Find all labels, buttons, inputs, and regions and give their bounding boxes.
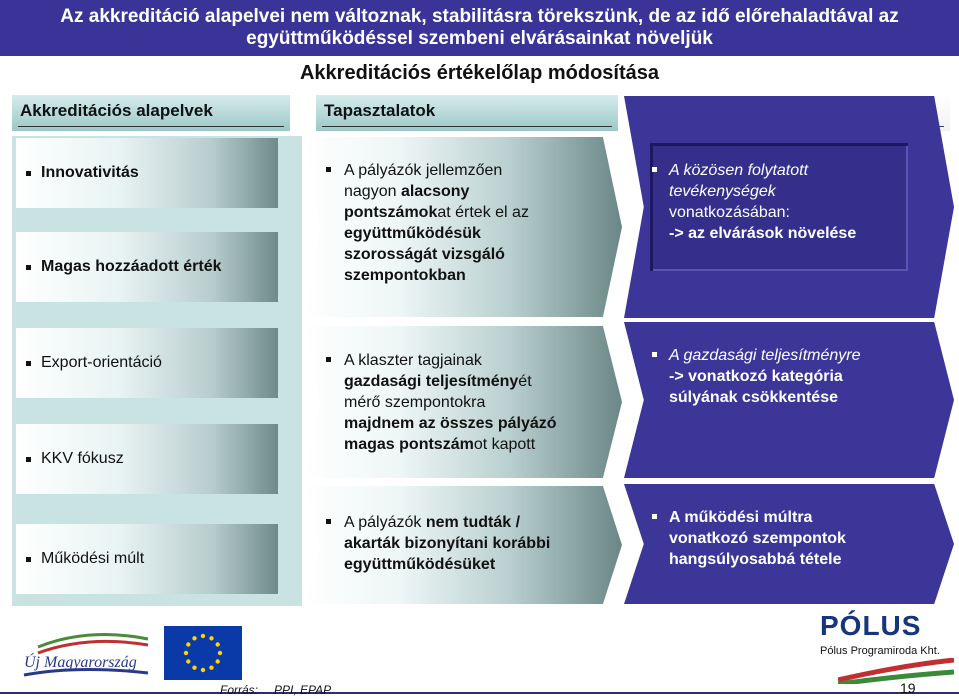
bullet-icon (652, 352, 657, 357)
text-fragment: akarták bizonyítani korábbi (344, 535, 551, 552)
logo-lettering: Új Magyarország (24, 654, 137, 671)
text-fragment: magas pontszám (344, 436, 474, 453)
polus-logo (818, 610, 956, 686)
text-fragment: vonatkozó szempontok (669, 530, 846, 547)
text-fragment: at értek el az (437, 204, 529, 221)
source-value: PPI, EPAP (274, 683, 332, 697)
text-fragment: nem tudták / (425, 514, 521, 531)
slide-title (0, 0, 959, 56)
title-line-1: Az akkreditáció alapelvei nem változnak, stabilitásra törekszünk, de az idő előrehaladtával az (60, 6, 899, 27)
principle-label: KKV fókusz (41, 450, 124, 467)
text-fragment: -> az elvárások növelése (669, 225, 857, 242)
text-fragment: pontszámok (344, 204, 438, 221)
text-fragment: A klaszter tagjainak (344, 352, 482, 369)
source-label: Forrás: (220, 683, 259, 697)
bullet-icon (326, 357, 331, 362)
modification-text-1 (652, 160, 904, 244)
text-fragment: mérő szempontokra (344, 394, 486, 411)
title-line-2: együttműködéssel szembeni elvárásainkat növeljük (246, 28, 713, 49)
modification-text-3 (652, 507, 904, 570)
column-heading-principles-label: Akkreditációs alapelvek (20, 101, 213, 120)
column-heading-experiences-label: Tapasztalatok (324, 101, 436, 120)
principle-item (16, 424, 278, 494)
bullet-icon (26, 457, 31, 462)
text-fragment: -> vonatkozó kategória (669, 368, 843, 385)
eu-flag-icon (164, 626, 242, 680)
text-fragment: súlyának csökkentése (669, 389, 838, 406)
bullet-icon (26, 361, 31, 366)
text-fragment: ot kapott (473, 436, 536, 453)
slide-subtitle: Akkreditációs értékelőlap módosítása (299, 62, 660, 84)
bullet-icon (26, 557, 31, 562)
principle-label: Innovativitás (41, 164, 139, 181)
principle-item (16, 524, 278, 594)
text-fragment: A pályázók jellemzően (344, 162, 503, 179)
bullet-icon (26, 265, 31, 270)
bullet-icon (652, 514, 657, 519)
polus-name: PÓLUS (820, 610, 922, 641)
text-fragment: szorosságát vizsgáló (344, 246, 505, 263)
source-note (220, 683, 331, 697)
footer-separator (0, 692, 959, 694)
polus-subtitle: Pólus Programiroda Kht. (820, 645, 940, 657)
heading-underline (18, 126, 284, 127)
text-fragment: szempontokban (344, 267, 466, 284)
principle-item (16, 232, 278, 302)
experience-text-3 (326, 512, 586, 575)
principle-item (16, 138, 278, 208)
uj-magyarorszag-logo (18, 625, 156, 683)
principle-label: Működési múlt (41, 550, 145, 567)
text-fragment: vonatkozásában: (669, 204, 790, 221)
text-fragment: alacsony (400, 183, 470, 200)
heading-underline (322, 126, 612, 127)
text-fragment: A közösen folytatott (669, 162, 809, 179)
principle-label: Magas hozzáadott érték (41, 258, 222, 275)
text-fragment: A működési múltra (669, 509, 813, 526)
text-fragment: A pályázók (344, 514, 426, 531)
text-fragment: majdnem az összes pályázó (344, 415, 557, 432)
polus-stripes-icon (838, 658, 954, 684)
text-fragment: gazdasági teljesítmény (344, 373, 519, 390)
principle-label: Export-orientáció (41, 354, 162, 371)
bullet-icon (652, 167, 657, 172)
text-fragment: tevékenységek (669, 183, 776, 200)
principle-item (16, 328, 278, 398)
text-fragment: nagyon (344, 183, 401, 200)
text-fragment: együttműködésük (344, 225, 481, 242)
bullet-icon (26, 171, 31, 176)
column-heading-principles (12, 95, 290, 131)
column-heading-experiences (316, 95, 618, 131)
text-fragment: együttműködésüket (344, 556, 496, 573)
modification-text-2 (652, 345, 904, 408)
experience-text-1 (326, 160, 586, 286)
text-fragment: hangsúlyosabbá tétele (669, 551, 842, 568)
text-fragment: A gazdasági teljesítményre (669, 347, 861, 364)
experience-text-2 (326, 350, 586, 455)
page-number: 19 (900, 680, 916, 696)
text-fragment: ét (518, 373, 532, 390)
bullet-icon (326, 167, 331, 172)
bullet-icon (326, 519, 331, 524)
